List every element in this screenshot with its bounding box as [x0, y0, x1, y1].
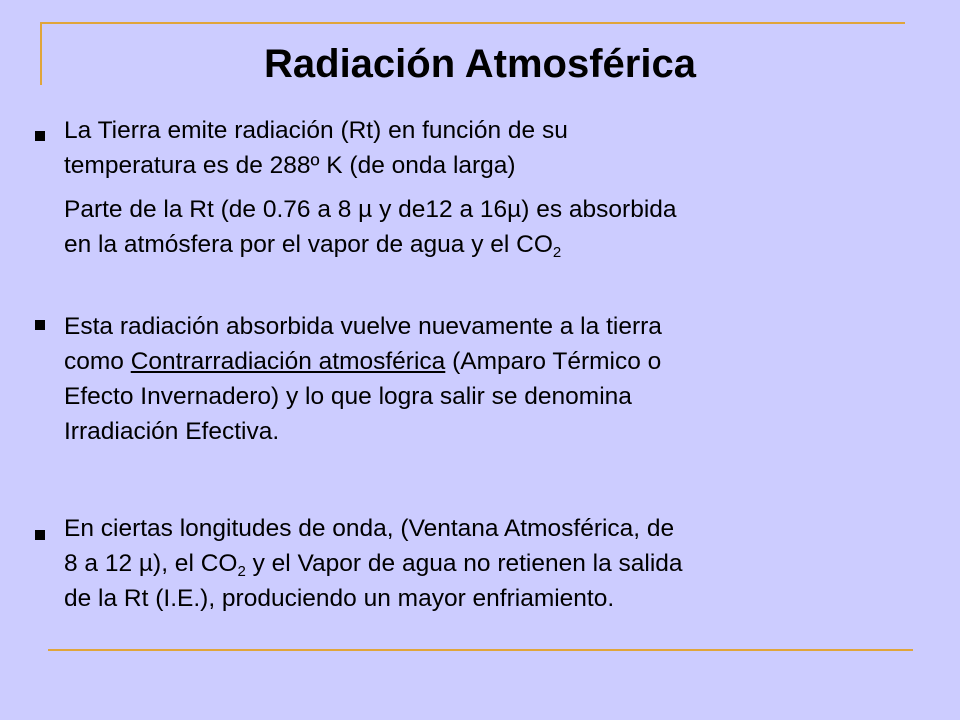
bullet-3-line-2-a: 8 a 12 µ), el CO — [64, 550, 238, 577]
bottom-decorative-rule — [48, 649, 913, 651]
slide-title: Radiación Atmosférica — [264, 42, 696, 86]
bullet-2-line-1: Esta radiación absorbida vuelve nuevamente a la tierra — [64, 313, 662, 340]
top-decorative-rule — [40, 22, 905, 24]
bullet-2-text — [64, 309, 662, 449]
bullet-3-text — [64, 511, 683, 616]
co2-subscript-2: 2 — [237, 563, 246, 580]
bullet-marker-3 — [35, 530, 45, 540]
bullet-1-line-1: La Tierra emite radiación (Rt) en función de su — [64, 117, 568, 144]
bullet-2-line-4: Irradiación Efectiva. — [64, 418, 280, 445]
bullet-1-line-2: temperatura es de 288º K (de onda larga) — [64, 152, 516, 179]
bullet-3-line-2-b: y el Vapor de agua no retienen la salida — [245, 550, 683, 577]
bullet-marker-1 — [35, 131, 45, 141]
bullet-2-line-3: Efecto Invernadero) y lo que logra salir se denomina — [64, 383, 632, 410]
bullet-3-line-1: En ciertas longitudes de onda, (Ventana Atmosférica, de — [64, 515, 675, 542]
bullet-3-line-3: de la Rt (I.E.), produciendo un mayor enfriamiento. — [64, 585, 615, 612]
continuation-line-2: en la atmósfera por el vapor de agua y el CO — [64, 231, 553, 258]
continuation-paragraph — [64, 192, 677, 262]
bullet-1-text — [64, 113, 568, 183]
bullet-marker-2 — [35, 320, 45, 330]
bullet-2-line-2-post: (Amparo Térmico o — [445, 348, 662, 375]
continuation-line-1: Parte de la Rt (de 0.76 a 8 µ y de12 a 16µ) es absorbida — [64, 196, 677, 223]
co2-subscript: 2 — [552, 244, 562, 261]
bullet-2-line-2-pre: como — [64, 348, 131, 375]
contrarradiacion-term: Contrarradiación atmosférica — [130, 348, 446, 375]
